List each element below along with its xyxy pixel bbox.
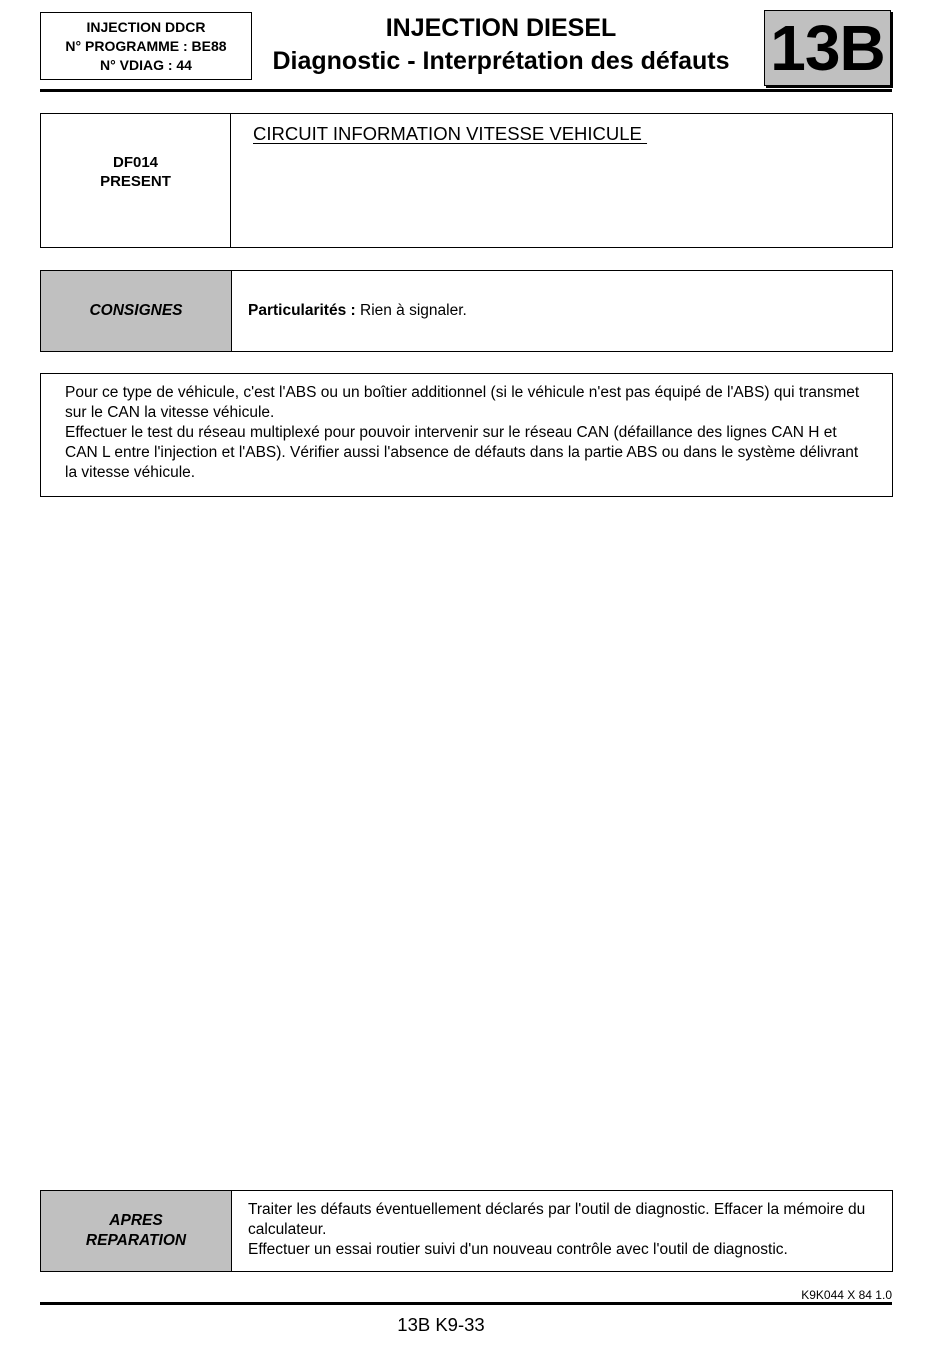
page-title-line1: INJECTION DIESEL bbox=[385, 14, 617, 42]
apres-label-line2: REPARATION bbox=[85, 1232, 187, 1249]
apres-label-line1: APRES bbox=[109, 1212, 163, 1229]
fault-title-cell bbox=[231, 114, 892, 247]
fault-box bbox=[40, 113, 893, 248]
consignes-text: Rien à signaler. bbox=[355, 302, 467, 319]
fault-id-cell bbox=[41, 114, 231, 247]
consignes-box bbox=[40, 270, 893, 352]
section-code-badge: 13B bbox=[764, 10, 891, 86]
page-title bbox=[255, 12, 747, 78]
header-programme-label: N° PROGRAMME : BE88 bbox=[65, 37, 227, 54]
page-number: 13B K9-33 bbox=[397, 1314, 485, 1335]
document-reference: K9K044 X 84 1.0 bbox=[801, 1288, 892, 1302]
apres-reparation-box bbox=[40, 1190, 893, 1272]
header-divider bbox=[40, 89, 892, 92]
consignes-content bbox=[232, 271, 892, 351]
header-injection-label: INJECTION DDCR bbox=[86, 18, 206, 35]
footer-divider bbox=[40, 1302, 892, 1305]
apres-text-1: Traiter les défauts éventuellement déclarés par l'outil de diagnostic. Effacer la mémoire du calculateur. bbox=[248, 1201, 866, 1238]
consignes-label: CONSIGNES bbox=[41, 271, 232, 351]
fault-title: CIRCUIT INFORMATION VITESSE VEHICULE bbox=[253, 123, 648, 144]
fault-status: PRESENT bbox=[100, 172, 171, 190]
header-vdiag-label: N° VDIAG : 44 bbox=[100, 56, 192, 73]
info-paragraph-1: Pour ce type de véhicule, c'est l'ABS ou un boîtier additionnel (si le véhicule n'est pas équipé de l'ABS) qui transmet sur le CAN la vitesse véhicule. bbox=[65, 384, 860, 421]
consignes-bold-lead: Particularités : bbox=[248, 302, 356, 319]
info-paragraph-2: Effectuer le test du réseau multiplexé pour pouvoir intervenir sur le réseau CAN (défaillance des lignes CAN H et CAN L entre l'injection et l'ABS). Vérifier aussi l'absence de défauts dans la partie ABS ou dans le système délivrant la vitesse véhicule. bbox=[65, 424, 859, 481]
apres-reparation-content bbox=[232, 1191, 892, 1271]
info-box bbox=[40, 373, 893, 497]
page-title-line2: Diagnostic - Interprétation des défauts bbox=[272, 47, 730, 75]
apres-reparation-label bbox=[41, 1191, 232, 1271]
fault-code: DF014 bbox=[112, 153, 159, 171]
header-info-box bbox=[40, 12, 252, 80]
apres-text-2: Effectuer un essai routier suivi d'un nouveau contrôle avec l'outil de diagnostic. bbox=[248, 1241, 788, 1258]
